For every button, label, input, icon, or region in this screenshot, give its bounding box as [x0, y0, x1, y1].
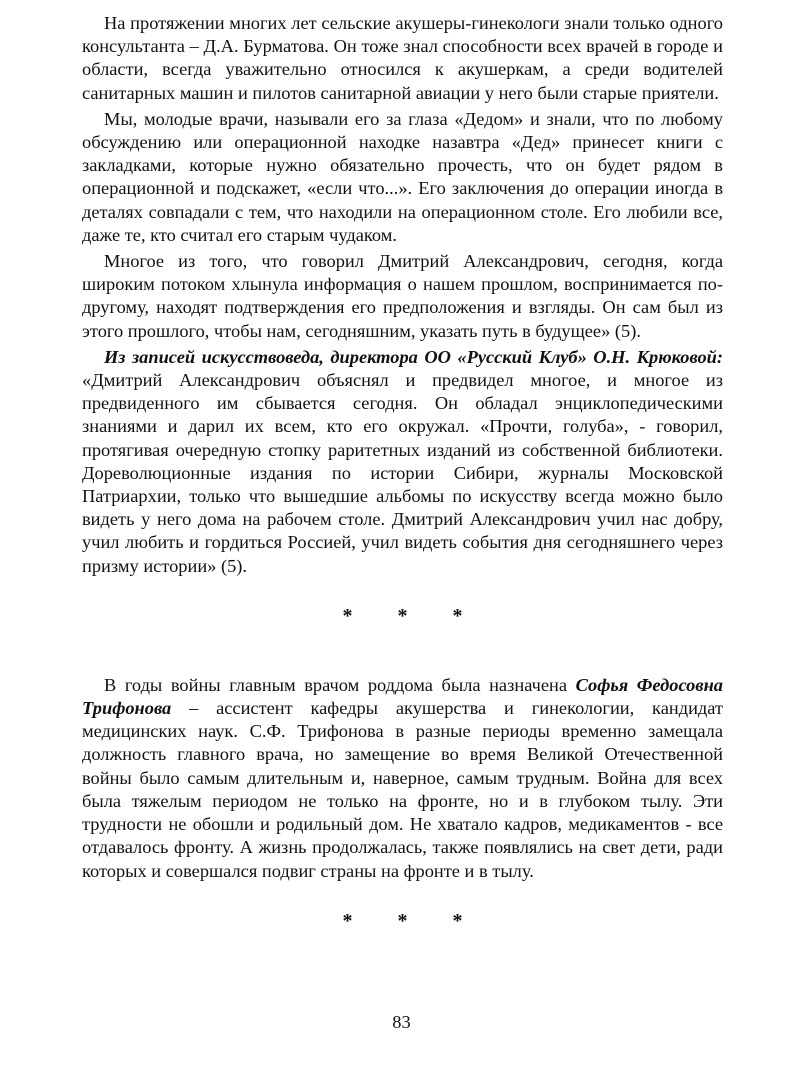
- quote-paragraph: [82, 346, 723, 578]
- war-years-text: – ассистент кафедры акушерства и гинекологии, кандидат медицинских наук. С.Ф. Трифонова в разные периоды временно замещала должность главного врача, но замещение во время Великой Отечественной войны было самым длительным и, наверное, самым трудным. Война для всех была тяжелым периодом не только на фронте, но и в глубоком тылу. Эти трудности не обошли и родильный дом. Не хватало кадров, медикаментов - все отдавалось фронту. А жизнь продолжалась, также появлялись на свет дети, ради которых и совершался подвиг страны на фронте и в тылу.: [82, 698, 723, 881]
- paragraph-2: Мы, молодые врачи, называли его за глаза «Дедом» и знали, что по любому обсуждению или операционной находке назавтра «Дед» принесет книги с закладками, которые нужно обязательно прочесть, что он будет рядом в операционной и подскажет, «если что...». Его заключения до операции иногда в деталях совпадали с тем, что находили на операционном столе. Его любили все, даже те, кто считал его старым чудаком.: [82, 108, 723, 245]
- section-separator-2: * * *: [342, 909, 483, 932]
- paragraph-war-years: [82, 674, 723, 883]
- paragraph-1: На протяжении многих лет сельские акушеры-гинекологи знали только одного консультанта – Д.А. Бурматова. Он тоже знал способности всех врачей в городе и области, всегда уважительно относился к акушеркам, а среди водителей санитарных машин и пилотов санитарной авиации у него были старые приятели.: [82, 13, 723, 103]
- person-name: Софья Федосовна Трифонова: [82, 674, 723, 719]
- quote-source-lead: Из записей искусствоведа, директора ОО «Русский Клуб» О.Н. Крюковой:: [104, 346, 723, 367]
- section-separator-1: * * *: [342, 604, 483, 627]
- quote-text: «Дмитрий Александрович объяснял и предвидел многое, и многое из предвиденного им сбывается сегодня. Он обладал энциклопедическими знаниями и дарил их всем, кто его окружал. «Прочти, голуба», - говорил, протягивая очередную стопку раритетных изданий из собственной библиотеки. Дореволюционные издания по истории Сибири, журналы Московской Патриархии, только что вышедшие альбомы по искусству всегда можно было видеть у него дома на рабочем столе. Дмитрий Александрович учил нас добру, учил любить и гордиться Россией, учил видеть события дня сегодняшнего через призму истории» (5).: [82, 370, 723, 576]
- war-years-intro: В годы войны главным врачом роддома была назначена: [104, 674, 576, 695]
- paragraph-3: Многое из того, что говорил Дмитрий Александрович, сегодня, когда широким потоком хлынула информация о нашем прошлом, воспринимается по-другому, находят подтверждения его предположения и взгляды. Он сам был из этого прошлого, чтобы нам, сегодняшним, указать путь в будущее» (5).: [82, 251, 723, 341]
- page-text: [82, 12, 723, 933]
- page-number: 83: [392, 1012, 411, 1032]
